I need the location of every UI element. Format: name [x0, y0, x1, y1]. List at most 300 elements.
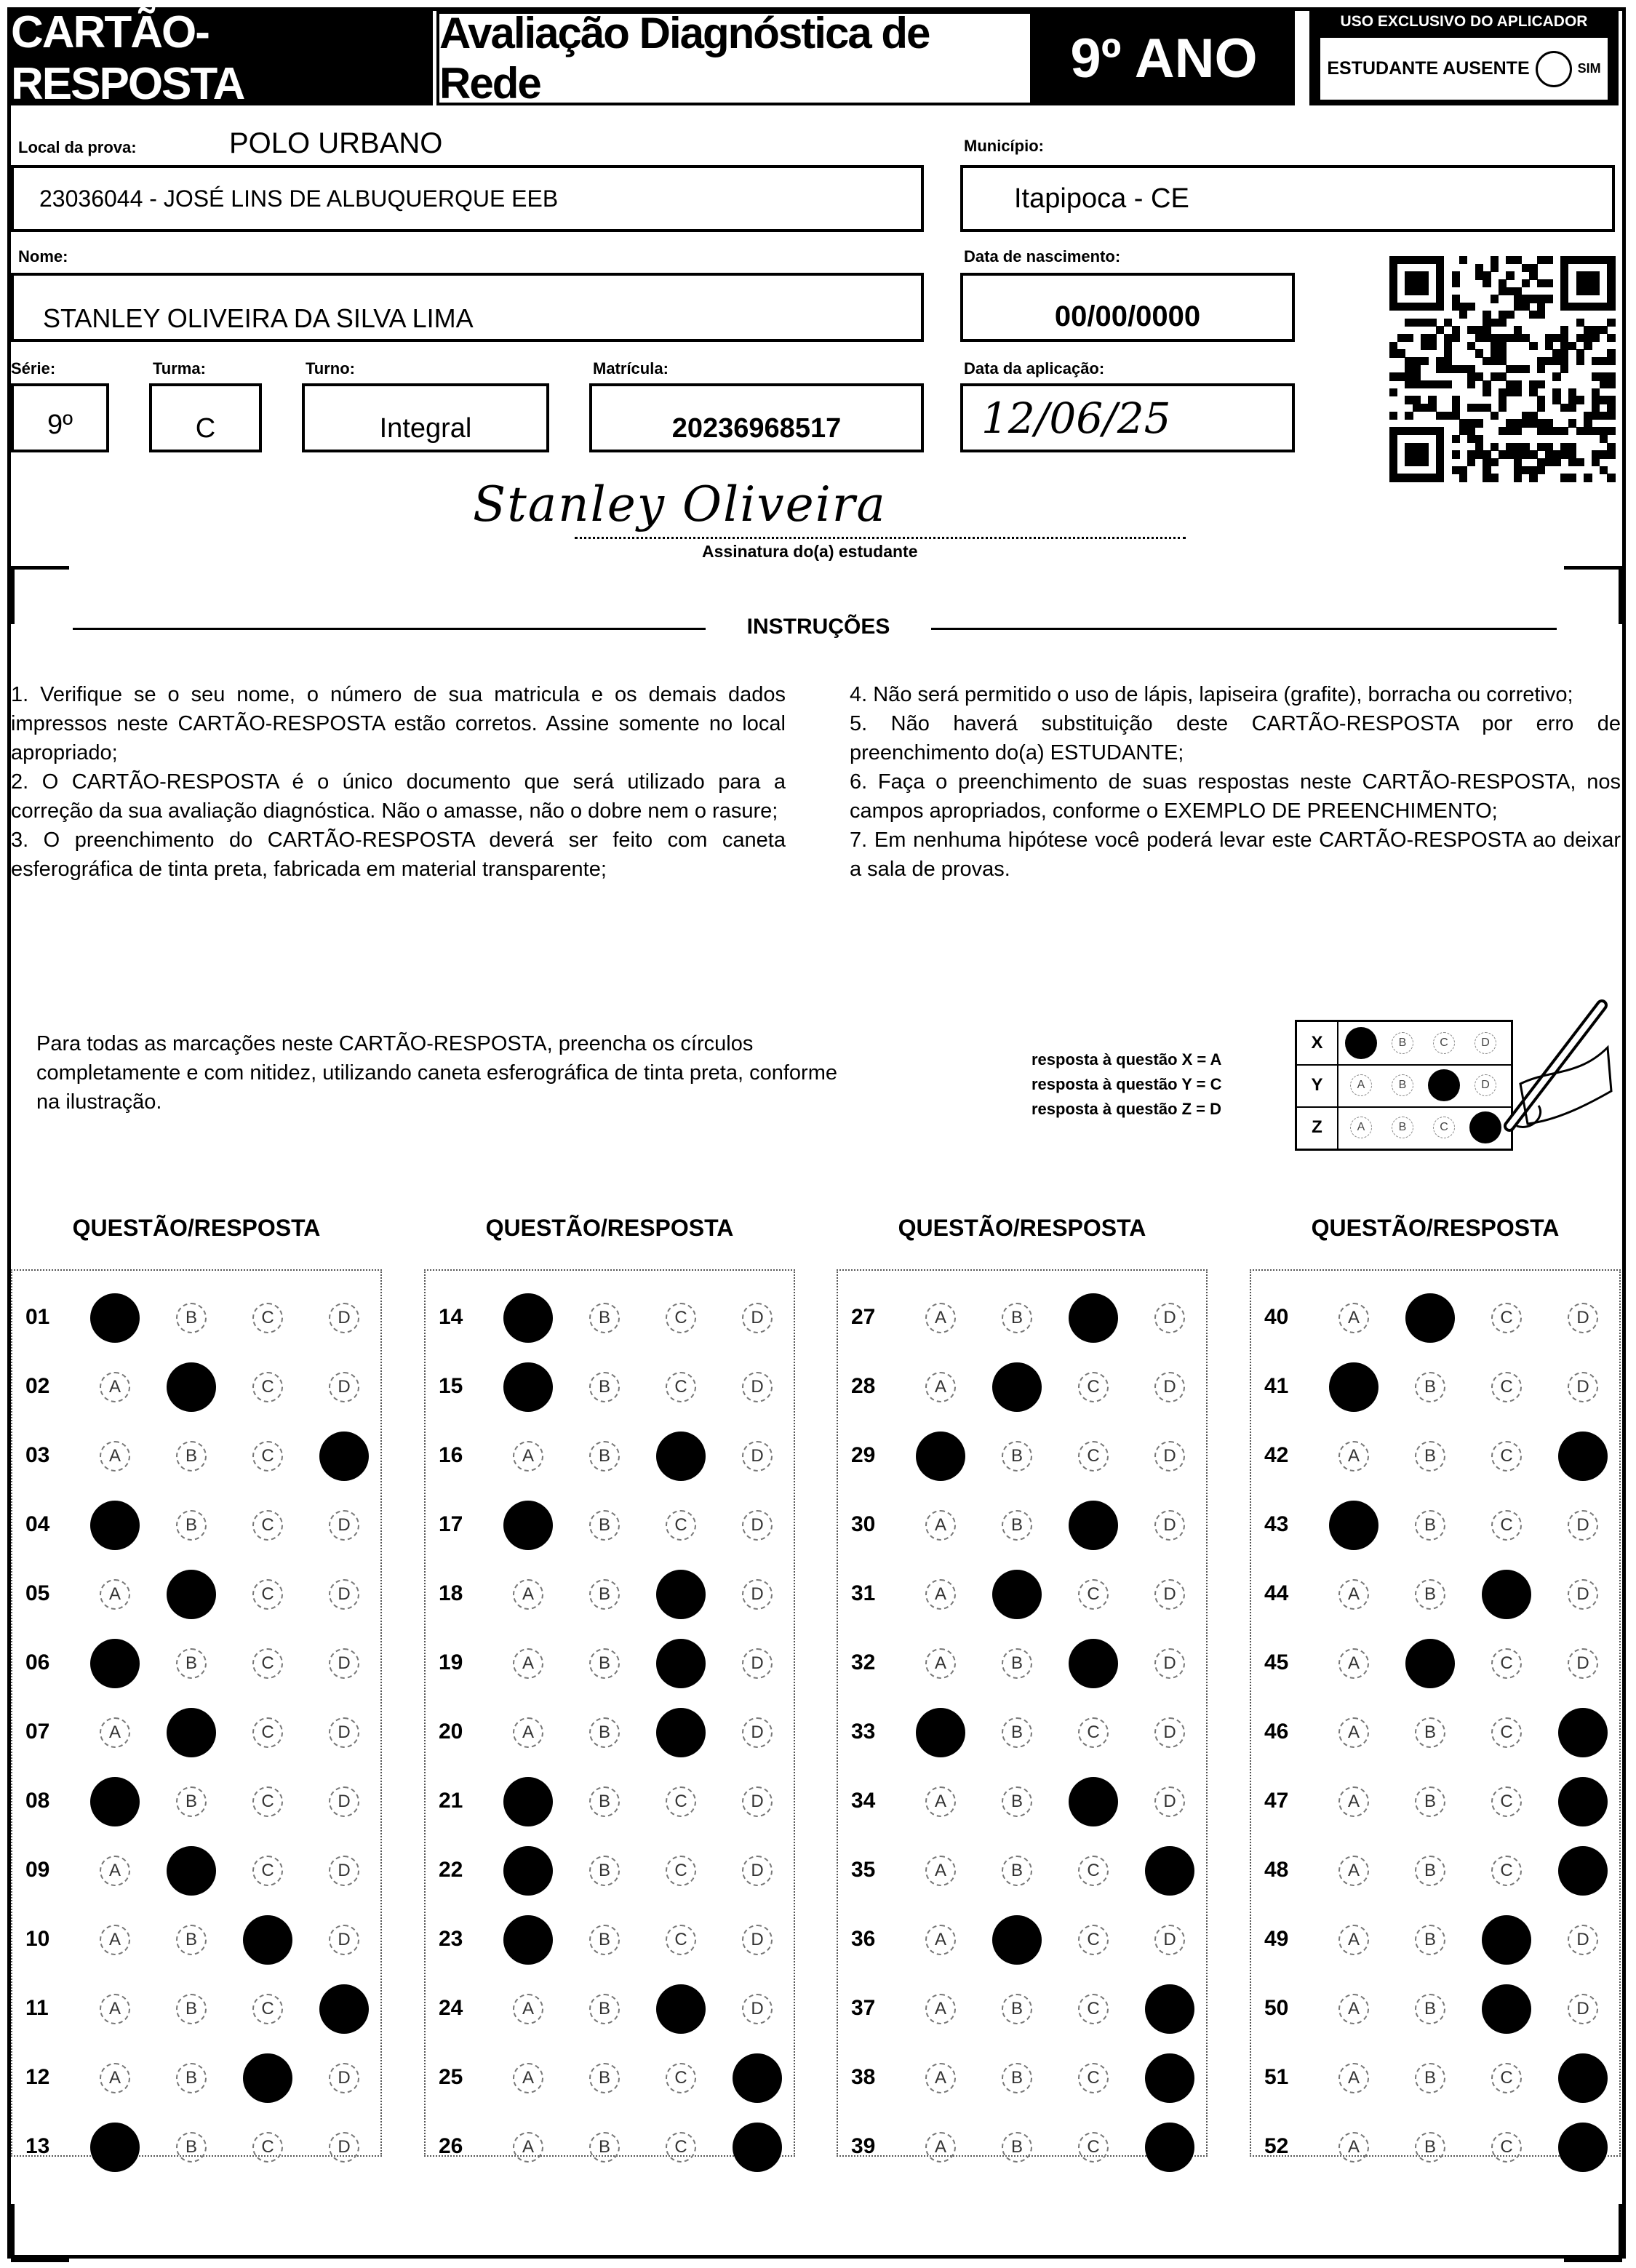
- answer-bubble-42-a[interactable]: A: [1338, 1441, 1369, 1472]
- answer-bubble-18-d[interactable]: D: [742, 1579, 773, 1610]
- answer-bubble-39-a[interactable]: A: [925, 2132, 956, 2163]
- answer-bubble-26-c[interactable]: C: [666, 2132, 696, 2163]
- answer-bubble-27-b[interactable]: B: [1002, 1303, 1032, 1333]
- answer-bubble-30-d[interactable]: D: [1154, 1510, 1185, 1541]
- answer-bubble-32-c[interactable]: [1069, 1639, 1118, 1688]
- answer-bubble-22-c[interactable]: C: [666, 1856, 696, 1886]
- answer-bubble-10-a[interactable]: A: [100, 1925, 130, 1955]
- qr-module: [1607, 295, 1615, 303]
- answer-bubble-46-a[interactable]: A: [1338, 1717, 1369, 1748]
- answer-bubble-31-a[interactable]: A: [925, 1579, 956, 1610]
- qr-module: [1584, 271, 1592, 279]
- qr-module: [1529, 271, 1537, 279]
- answer-bubble-39-b[interactable]: B: [1002, 2132, 1032, 2163]
- answer-bubble-23-a[interactable]: [503, 1915, 553, 1965]
- answer-bubble-38-c[interactable]: C: [1078, 2063, 1109, 2093]
- question-number: 27: [851, 1305, 876, 1329]
- answer-bubble-43-d[interactable]: D: [1568, 1510, 1598, 1541]
- answer-bubble-07-d[interactable]: D: [329, 1717, 359, 1748]
- answer-bubble-34-c[interactable]: [1069, 1777, 1118, 1826]
- answer-bubble-20-d[interactable]: D: [742, 1717, 773, 1748]
- answer-bubble-48-a[interactable]: A: [1338, 1856, 1369, 1886]
- answer-bubble-40-b[interactable]: [1405, 1293, 1455, 1343]
- answer-bubble-18-a[interactable]: A: [513, 1579, 543, 1610]
- answer-bubble-49-d[interactable]: D: [1568, 1925, 1598, 1955]
- qr-module: [1483, 357, 1491, 365]
- answer-bubble-03-b[interactable]: B: [176, 1441, 207, 1472]
- answer-bubble-19-d[interactable]: D: [742, 1648, 773, 1679]
- answer-bubble-07-a[interactable]: A: [100, 1717, 130, 1748]
- qr-module: [1607, 303, 1615, 311]
- answer-bubble-18-c[interactable]: [656, 1570, 706, 1619]
- qr-module: [1568, 450, 1576, 458]
- qr-module: [1491, 349, 1499, 357]
- answer-bubble-32-a[interactable]: A: [925, 1648, 956, 1679]
- answer-bubble-16-a[interactable]: A: [513, 1441, 543, 1472]
- qr-module: [1506, 271, 1514, 279]
- qr-module: [1467, 380, 1475, 388]
- answer-bubble-02-a[interactable]: A: [100, 1372, 130, 1402]
- qr-module: [1467, 326, 1475, 334]
- qr-module: [1436, 427, 1444, 435]
- answer-bubble-07-c[interactable]: C: [252, 1717, 283, 1748]
- answer-bubble-50-c[interactable]: [1482, 1984, 1531, 2034]
- answer-bubble-39-d[interactable]: [1145, 2123, 1194, 2172]
- answer-bubble-28-b[interactable]: [992, 1362, 1042, 1412]
- answer-bubble-41-a[interactable]: [1329, 1362, 1378, 1412]
- answer-bubble-14-c[interactable]: C: [666, 1303, 696, 1333]
- answer-bubble-36-c[interactable]: C: [1078, 1925, 1109, 1955]
- qr-module: [1545, 279, 1553, 287]
- answer-bubble-52-b[interactable]: B: [1415, 2132, 1445, 2163]
- answer-bubble-19-c[interactable]: [656, 1639, 706, 1688]
- qr-module: [1592, 458, 1600, 466]
- question-number: 18: [439, 1581, 463, 1605]
- answer-bubble-29-d[interactable]: D: [1154, 1441, 1185, 1472]
- answer-bubble-28-c[interactable]: C: [1078, 1372, 1109, 1402]
- answer-bubble-44-c[interactable]: [1482, 1570, 1531, 1619]
- qr-module: [1405, 319, 1413, 327]
- answer-bubble-41-c[interactable]: C: [1491, 1372, 1522, 1402]
- qr-module: [1405, 365, 1413, 373]
- answer-bubble-15-b[interactable]: B: [589, 1372, 620, 1402]
- qr-module: [1452, 295, 1460, 303]
- answer-bubble-35-d[interactable]: [1145, 1846, 1194, 1896]
- answer-bubble-33-c[interactable]: C: [1078, 1717, 1109, 1748]
- answer-bubble-25-d[interactable]: [733, 2053, 782, 2103]
- answer-bubble-15-d[interactable]: D: [742, 1372, 773, 1402]
- question-number: 11: [25, 1996, 49, 2020]
- answer-bubble-38-d[interactable]: [1145, 2053, 1194, 2103]
- answer-bubble-15-a[interactable]: [503, 1362, 553, 1412]
- answer-bubble-07-b[interactable]: [167, 1708, 216, 1757]
- answer-bubble-45-d[interactable]: D: [1568, 1648, 1598, 1679]
- qr-module: [1537, 279, 1545, 287]
- answer-bubble-01-a[interactable]: [90, 1293, 140, 1343]
- answer-bubble-36-b[interactable]: [992, 1915, 1042, 1965]
- answer-bubble-12-c[interactable]: [243, 2053, 292, 2103]
- qr-module: [1467, 419, 1475, 427]
- answer-bubble-46-d[interactable]: [1558, 1708, 1608, 1757]
- answer-bubble-08-c[interactable]: C: [252, 1786, 283, 1817]
- answer-bubble-14-b[interactable]: B: [589, 1303, 620, 1333]
- answer-bubble-46-c[interactable]: C: [1491, 1717, 1522, 1748]
- answer-bubble-50-a[interactable]: A: [1338, 1994, 1369, 2024]
- answer-bubble-20-a[interactable]: A: [513, 1717, 543, 1748]
- answer-bubble-09-b[interactable]: [167, 1846, 216, 1896]
- answer-bubble-05-c[interactable]: C: [252, 1579, 283, 1610]
- answer-bubble-19-b[interactable]: B: [589, 1648, 620, 1679]
- answer-bubble-29-a[interactable]: [916, 1432, 965, 1481]
- qr-module: [1483, 380, 1491, 388]
- answer-bubble-51-b[interactable]: B: [1415, 2063, 1445, 2093]
- answer-bubble-35-a[interactable]: A: [925, 1856, 956, 1886]
- qr-module: [1475, 334, 1483, 342]
- answer-bubble-42-d[interactable]: [1558, 1432, 1608, 1481]
- qr-module: [1413, 256, 1421, 264]
- answer-bubble-12-d[interactable]: D: [329, 2063, 359, 2093]
- answer-bubble-04-b[interactable]: B: [176, 1510, 207, 1541]
- qr-module: [1413, 372, 1421, 380]
- answer-bubble-38-b[interactable]: B: [1002, 2063, 1032, 2093]
- qr-module: [1467, 435, 1475, 443]
- qr-module: [1428, 380, 1436, 388]
- answer-bubble-11-b[interactable]: B: [176, 1994, 207, 2024]
- qr-module: [1428, 319, 1436, 327]
- qr-module: [1413, 303, 1421, 311]
- answer-bubble-51-c[interactable]: C: [1491, 2063, 1522, 2093]
- qr-module: [1552, 396, 1560, 404]
- answer-bubble-13-a[interactable]: [90, 2123, 140, 2172]
- answer-bubble-25-b[interactable]: B: [589, 2063, 620, 2093]
- answer-bubble-04-a[interactable]: [90, 1501, 140, 1550]
- answer-bubble-09-d[interactable]: D: [329, 1856, 359, 1886]
- answer-bubble-02-d[interactable]: D: [329, 1372, 359, 1402]
- qr-module: [1514, 365, 1522, 373]
- answer-bubble-41-d[interactable]: D: [1568, 1372, 1598, 1402]
- answer-bubble-34-b[interactable]: B: [1002, 1786, 1032, 1817]
- answer-bubble-33-a[interactable]: [916, 1708, 965, 1757]
- qr-module: [1522, 264, 1530, 272]
- answer-bubble-14-d[interactable]: D: [742, 1303, 773, 1333]
- answer-bubble-29-b[interactable]: B: [1002, 1441, 1032, 1472]
- answer-bubble-28-a[interactable]: A: [925, 1372, 956, 1402]
- answer-bubble-24-c[interactable]: [656, 1984, 706, 2034]
- answer-bubble-33-d[interactable]: D: [1154, 1717, 1185, 1748]
- qr-module: [1506, 365, 1514, 373]
- answer-bubble-15-c[interactable]: C: [666, 1372, 696, 1402]
- qr-module: [1545, 357, 1553, 365]
- answer-bubble-48-d[interactable]: [1558, 1846, 1608, 1896]
- answer-bubble-49-a[interactable]: A: [1338, 1925, 1369, 1955]
- answer-bubble-12-a[interactable]: A: [100, 2063, 130, 2093]
- answer-bubble-03-c[interactable]: C: [252, 1441, 283, 1472]
- answer-bubble-22-a[interactable]: [503, 1846, 553, 1896]
- qr-module: [1475, 435, 1483, 443]
- answer-bubble-27-a[interactable]: A: [925, 1303, 956, 1333]
- answer-bubble-43-b[interactable]: B: [1415, 1510, 1445, 1541]
- answer-bubble-09-a[interactable]: A: [100, 1856, 130, 1886]
- answer-bubble-48-c[interactable]: C: [1491, 1856, 1522, 1886]
- answer-bubble-31-b[interactable]: [992, 1570, 1042, 1619]
- answer-bubble-06-a[interactable]: [90, 1639, 140, 1688]
- answer-bubble-26-a[interactable]: A: [513, 2132, 543, 2163]
- answer-bubble-23-b[interactable]: B: [589, 1925, 620, 1955]
- answer-bubble-27-c[interactable]: [1069, 1293, 1118, 1343]
- answer-bubble-01-c[interactable]: C: [252, 1303, 283, 1333]
- answer-bubble-38-a[interactable]: A: [925, 2063, 956, 2093]
- absent-bubble[interactable]: [1536, 51, 1572, 87]
- answer-bubble-52-d[interactable]: [1558, 2123, 1608, 2172]
- answer-bubble-01-d[interactable]: D: [329, 1303, 359, 1333]
- answer-bubble-06-b[interactable]: B: [176, 1648, 207, 1679]
- qr-module: [1529, 311, 1537, 319]
- answer-bubble-41-b[interactable]: B: [1415, 1372, 1445, 1402]
- answer-bubble-16-c[interactable]: [656, 1432, 706, 1481]
- example-bubble: D: [1475, 1074, 1496, 1096]
- answer-bubble-32-b[interactable]: B: [1002, 1648, 1032, 1679]
- qr-module: [1436, 458, 1444, 466]
- answer-bubble-02-b[interactable]: [167, 1362, 216, 1412]
- answer-bubble-23-d[interactable]: D: [742, 1925, 773, 1955]
- qr-module: [1584, 287, 1592, 295]
- answer-bubble-44-d[interactable]: D: [1568, 1579, 1598, 1610]
- answer-bubble-47-a[interactable]: A: [1338, 1786, 1369, 1817]
- answer-bubble-26-d[interactable]: [733, 2123, 782, 2172]
- answer-bubble-13-d[interactable]: D: [329, 2132, 359, 2163]
- answer-bubble-24-d[interactable]: D: [742, 1994, 773, 2024]
- answer-bubble-36-a[interactable]: A: [925, 1925, 956, 1955]
- question-number: 52: [1264, 2134, 1289, 2158]
- qr-module: [1584, 279, 1592, 287]
- qr-module: [1576, 319, 1584, 327]
- answer-bubble-10-c[interactable]: [243, 1915, 292, 1965]
- answer-bubble-40-d[interactable]: D: [1568, 1303, 1598, 1333]
- answer-bubble-10-d[interactable]: D: [329, 1925, 359, 1955]
- answer-bubble-37-b[interactable]: B: [1002, 1994, 1032, 2024]
- answer-bubble-10-b[interactable]: B: [176, 1925, 207, 1955]
- qr-module: [1428, 396, 1436, 404]
- answer-bubble-47-b[interactable]: B: [1415, 1786, 1445, 1817]
- answer-bubble-26-b[interactable]: B: [589, 2132, 620, 2163]
- qr-module: [1389, 295, 1397, 303]
- answer-bubble-43-c[interactable]: C: [1491, 1510, 1522, 1541]
- answer-bubble-44-b[interactable]: B: [1415, 1579, 1445, 1610]
- qr-module: [1405, 256, 1413, 264]
- answer-bubble-45-a[interactable]: A: [1338, 1648, 1369, 1679]
- qr-module: [1459, 466, 1467, 474]
- question-number: 13: [25, 2134, 50, 2158]
- answer-bubble-21-a[interactable]: [503, 1777, 553, 1826]
- answer-bubble-04-d[interactable]: D: [329, 1510, 359, 1541]
- answer-bubble-30-b[interactable]: B: [1002, 1510, 1032, 1541]
- answer-bubble-30-a[interactable]: A: [925, 1510, 956, 1541]
- answer-bubble-24-a[interactable]: A: [513, 1994, 543, 2024]
- qr-module: [1467, 372, 1475, 380]
- answer-bubble-42-b[interactable]: B: [1415, 1441, 1445, 1472]
- answer-bubble-31-d[interactable]: D: [1154, 1579, 1185, 1610]
- example-bubble: [1345, 1027, 1377, 1059]
- answer-bubble-11-a[interactable]: A: [100, 1994, 130, 2024]
- qr-module: [1483, 279, 1491, 287]
- answer-bubble-17-b[interactable]: B: [589, 1510, 620, 1541]
- question-number: 36: [851, 1927, 876, 1951]
- answer-bubble-08-b[interactable]: B: [176, 1786, 207, 1817]
- answer-bubble-12-b[interactable]: B: [176, 2063, 207, 2093]
- answer-bubble-37-d[interactable]: [1145, 1984, 1194, 2034]
- answer-bubble-03-d[interactable]: [319, 1432, 369, 1481]
- answer-bubble-23-c[interactable]: C: [666, 1925, 696, 1955]
- answer-bubble-21-b[interactable]: B: [589, 1786, 620, 1817]
- answer-bubble-20-c[interactable]: [656, 1708, 706, 1757]
- qr-module: [1452, 450, 1460, 458]
- question-number: 14: [439, 1305, 463, 1329]
- answer-bubble-37-a[interactable]: A: [925, 1994, 956, 2024]
- answer-bubble-30-c[interactable]: [1069, 1501, 1118, 1550]
- answer-bubble-06-c[interactable]: C: [252, 1648, 283, 1679]
- answer-bubble-08-d[interactable]: D: [329, 1786, 359, 1817]
- answer-bubble-20-b[interactable]: B: [589, 1717, 620, 1748]
- answer-bubble-11-d[interactable]: [319, 1984, 369, 2034]
- answer-bubble-17-a[interactable]: [503, 1501, 553, 1550]
- qr-module: [1537, 365, 1545, 373]
- answer-bubble-27-d[interactable]: D: [1154, 1303, 1185, 1333]
- qr-module: [1537, 419, 1545, 427]
- qr-module: [1421, 427, 1429, 435]
- example-question: X: [1297, 1022, 1338, 1064]
- qr-module: [1389, 474, 1397, 482]
- answer-bubble-29-c[interactable]: C: [1078, 1441, 1109, 1472]
- answer-bubble-05-b[interactable]: [167, 1570, 216, 1619]
- qr-module: [1444, 319, 1452, 327]
- qr-module: [1459, 427, 1467, 435]
- qr-module: [1584, 334, 1592, 342]
- answer-bubble-39-c[interactable]: C: [1078, 2132, 1109, 2163]
- answer-bubble-33-b[interactable]: B: [1002, 1717, 1032, 1748]
- answer-bubble-17-d[interactable]: D: [742, 1510, 773, 1541]
- answer-bubble-51-a[interactable]: A: [1338, 2063, 1369, 2093]
- answer-bubble-22-b[interactable]: B: [589, 1856, 620, 1886]
- answer-bubble-17-c[interactable]: C: [666, 1510, 696, 1541]
- qr-module: [1421, 474, 1429, 482]
- answer-bubble-46-b[interactable]: B: [1415, 1717, 1445, 1748]
- qr-module: [1405, 443, 1413, 451]
- answer-bubble-44-a[interactable]: A: [1338, 1579, 1369, 1610]
- answer-bubble-01-b[interactable]: B: [176, 1303, 207, 1333]
- answer-bubble-40-a[interactable]: A: [1338, 1303, 1369, 1333]
- qr-module: [1506, 419, 1514, 427]
- answer-bubble-34-a[interactable]: A: [925, 1786, 956, 1817]
- answer-bubble-40-c[interactable]: C: [1491, 1303, 1522, 1333]
- answer-bubble-21-c[interactable]: C: [666, 1786, 696, 1817]
- answer-bubble-03-a[interactable]: A: [100, 1441, 130, 1472]
- qr-module: [1452, 326, 1460, 334]
- answer-bubble-24-b[interactable]: B: [589, 1994, 620, 2024]
- qr-module: [1552, 334, 1560, 342]
- answer-bubble-13-c[interactable]: C: [252, 2132, 283, 2163]
- qr-module: [1568, 256, 1576, 264]
- answer-bubble-47-c[interactable]: C: [1491, 1786, 1522, 1817]
- answer-bubble-35-c[interactable]: C: [1078, 1856, 1109, 1886]
- qr-module: [1529, 474, 1537, 482]
- answer-bubble-14-a[interactable]: [503, 1293, 553, 1343]
- qr-module: [1537, 256, 1545, 264]
- answer-bubble-21-d[interactable]: D: [742, 1786, 773, 1817]
- qr-module: [1514, 427, 1522, 435]
- qr-module: [1506, 427, 1514, 435]
- answer-bubble-47-d[interactable]: [1558, 1777, 1608, 1826]
- qr-module: [1444, 412, 1452, 420]
- answer-bubble-25-a[interactable]: A: [513, 2063, 543, 2093]
- answer-bubble-16-d[interactable]: D: [742, 1441, 773, 1472]
- answer-bubble-25-c[interactable]: C: [666, 2063, 696, 2093]
- question-number: 51: [1264, 2065, 1289, 2089]
- answer-bubble-49-c[interactable]: [1482, 1915, 1531, 1965]
- answer-bubble-11-c[interactable]: C: [252, 1994, 283, 2024]
- answer-bubble-43-a[interactable]: [1329, 1501, 1378, 1550]
- answer-bubble-50-b[interactable]: B: [1415, 1994, 1445, 2024]
- qr-module: [1545, 419, 1553, 427]
- qr-module: [1560, 326, 1568, 334]
- answer-bubble-52-a[interactable]: A: [1338, 2132, 1369, 2163]
- answer-bubble-51-d[interactable]: [1558, 2053, 1608, 2103]
- qr-module: [1491, 264, 1499, 272]
- qr-module: [1405, 279, 1413, 287]
- answer-bubble-50-d[interactable]: D: [1568, 1994, 1598, 2024]
- answer-bubble-09-c[interactable]: C: [252, 1856, 283, 1886]
- question-number: 37: [851, 1996, 876, 2020]
- answer-bubble-18-b[interactable]: B: [589, 1579, 620, 1610]
- answer-bubble-49-b[interactable]: B: [1415, 1925, 1445, 1955]
- qr-module: [1475, 349, 1483, 357]
- answer-bubble-52-c[interactable]: C: [1491, 2132, 1522, 2163]
- answer-bubble-04-c[interactable]: C: [252, 1510, 283, 1541]
- answer-bubble-34-d[interactable]: D: [1154, 1786, 1185, 1817]
- qr-module: [1405, 334, 1413, 342]
- answer-bubble-35-b[interactable]: B: [1002, 1856, 1032, 1886]
- answer-bubble-45-b[interactable]: [1405, 1639, 1455, 1688]
- answer-bubble-32-d[interactable]: D: [1154, 1648, 1185, 1679]
- answer-bubble-45-c[interactable]: C: [1491, 1648, 1522, 1679]
- answer-bubble-37-c[interactable]: C: [1078, 1994, 1109, 2024]
- answer-bubble-42-c[interactable]: C: [1491, 1441, 1522, 1472]
- answer-bubble-19-a[interactable]: A: [513, 1648, 543, 1679]
- absent-box[interactable]: [1320, 38, 1608, 100]
- answer-bubble-31-c[interactable]: C: [1078, 1579, 1109, 1610]
- qr-module: [1560, 342, 1568, 350]
- answer-bubble-02-c[interactable]: C: [252, 1372, 283, 1402]
- answer-bubble-36-d[interactable]: D: [1154, 1925, 1185, 1955]
- question-number: 28: [851, 1374, 876, 1398]
- qr-module: [1584, 427, 1592, 435]
- qr-module: [1413, 380, 1421, 388]
- qr-module: [1607, 279, 1615, 287]
- answer-bubble-06-d[interactable]: D: [329, 1648, 359, 1679]
- qr-module: [1514, 443, 1522, 451]
- question-number: 17: [439, 1512, 463, 1536]
- question-number: 40: [1264, 1305, 1289, 1329]
- answer-bubble-05-a[interactable]: A: [100, 1579, 130, 1610]
- answer-bubble-28-d[interactable]: D: [1154, 1372, 1185, 1402]
- answer-bubble-13-b[interactable]: B: [176, 2132, 207, 2163]
- answer-bubble-16-b[interactable]: B: [589, 1441, 620, 1472]
- qr-module: [1537, 303, 1545, 311]
- answer-bubble-05-d[interactable]: D: [329, 1579, 359, 1610]
- answer-bubble-48-b[interactable]: B: [1415, 1856, 1445, 1886]
- answer-bubble-22-d[interactable]: D: [742, 1856, 773, 1886]
- instruction-4: 4. Não será permitido o uso de lápis, lapiseira (grafite), borracha ou corretivo;: [850, 683, 1573, 706]
- answer-bubble-08-a[interactable]: [90, 1777, 140, 1826]
